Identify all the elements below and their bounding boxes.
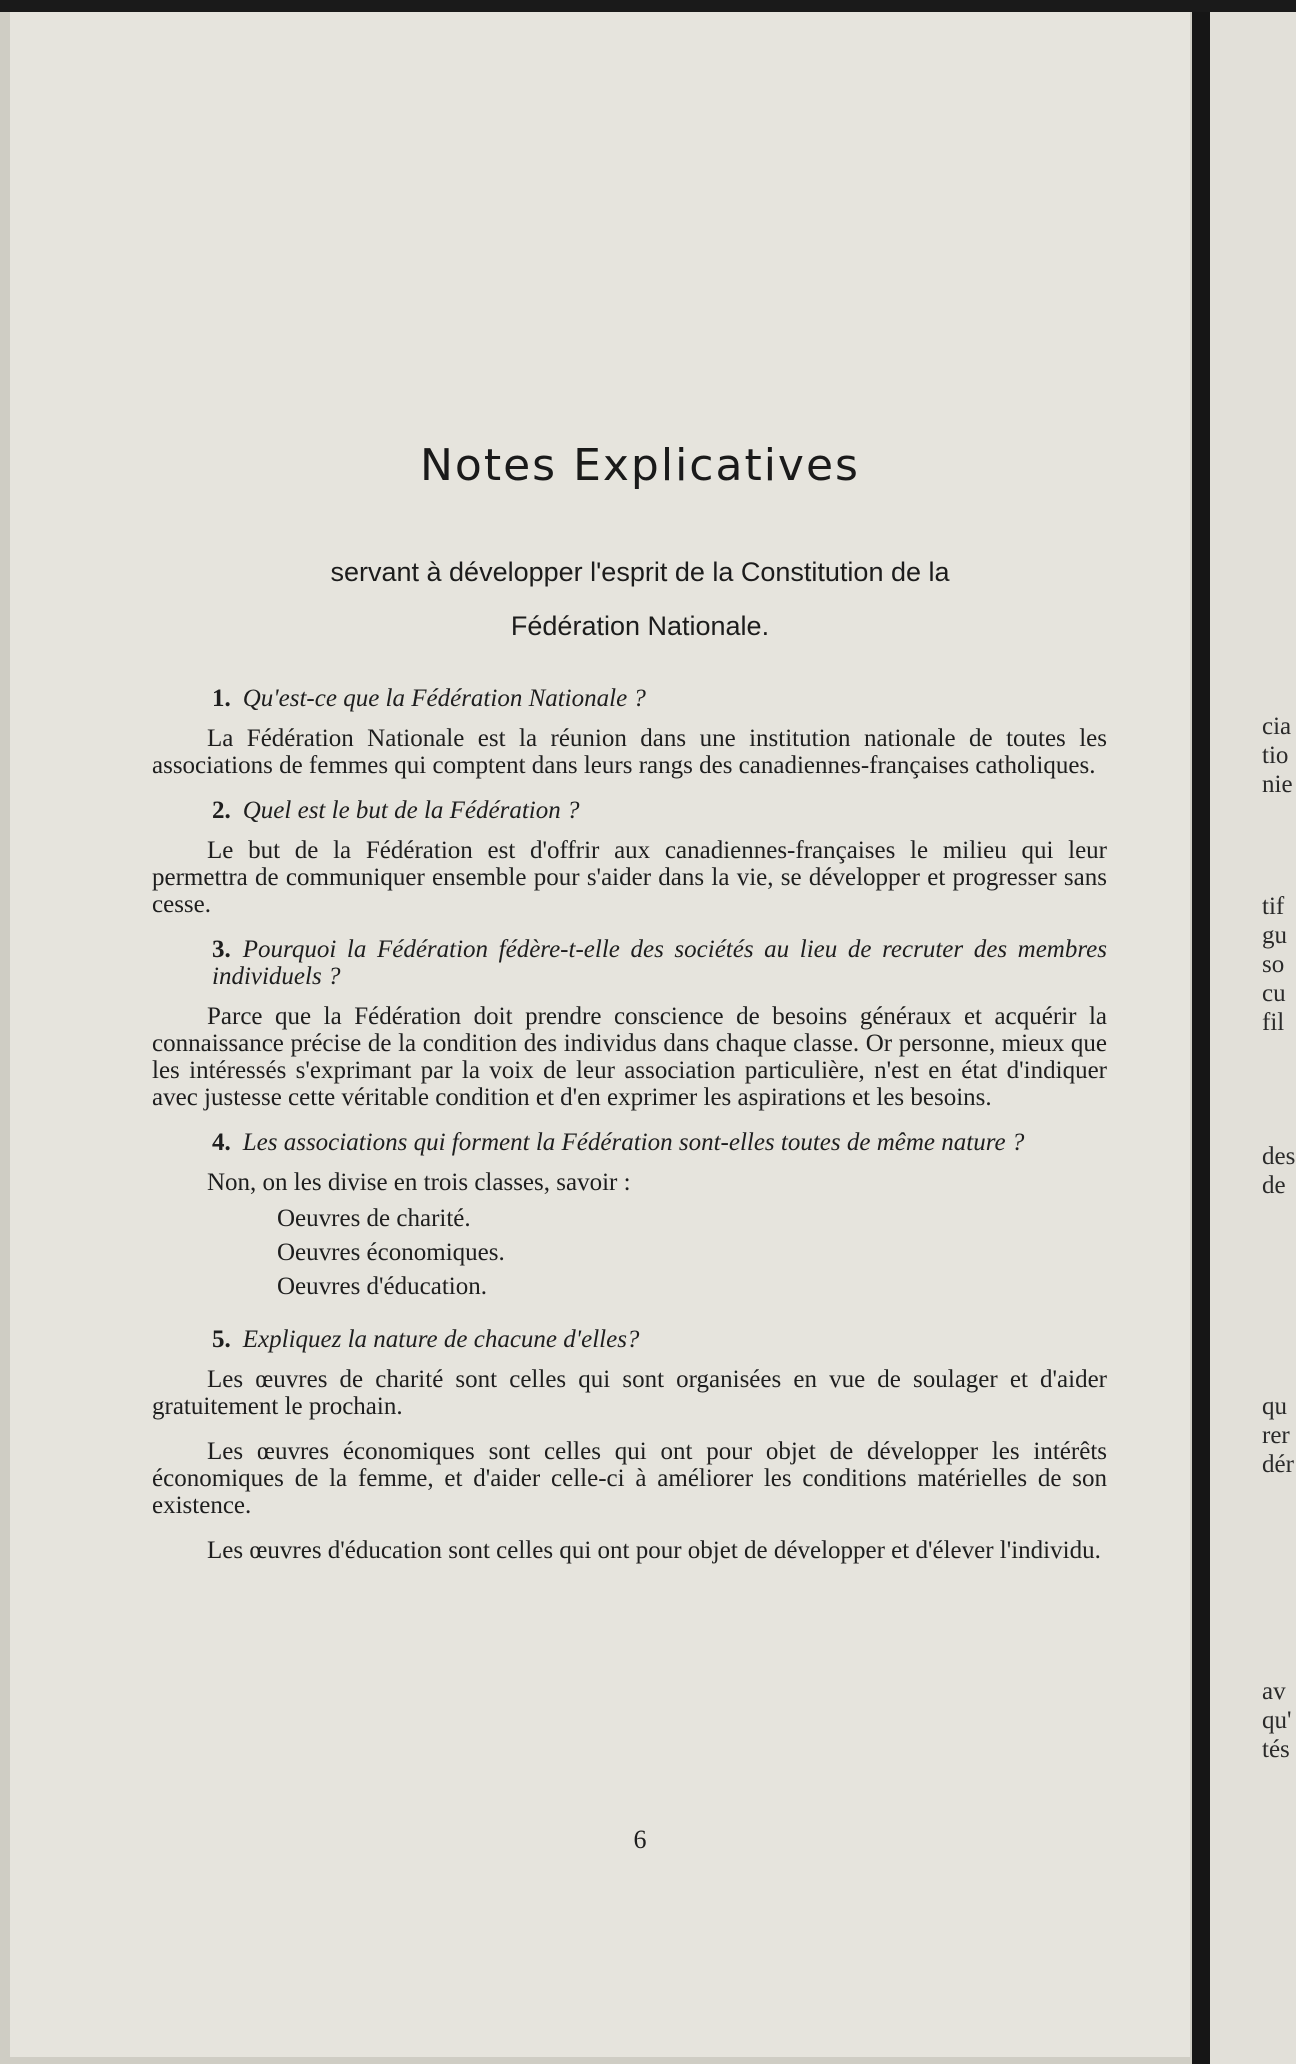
text-fragment: tio <box>1262 742 1289 769</box>
page-number: 6 <box>633 1825 647 1854</box>
fragment-group <box>1262 1392 1294 1479</box>
text-fragment: cia <box>1262 713 1292 740</box>
answer-5c: Les œuvres d'éducation sont celles qui ont pour objet de développer et d'élever l'individu. <box>207 1537 1101 1564</box>
list-item: Oeuvres économiques. <box>277 1239 505 1266</box>
question-number: 3. <box>212 936 231 963</box>
question-4 <box>152 1129 1107 1156</box>
scan-top-edge <box>0 0 1296 12</box>
fragment-group <box>1262 1677 1292 1764</box>
page-title: Notes Explicatives <box>420 440 860 491</box>
question-text: Quel est le but de la Fédération ? <box>242 797 580 824</box>
fragment-group <box>1262 1142 1295 1200</box>
question-number: 1. <box>212 685 231 712</box>
text-fragment: qu' <box>1262 1707 1292 1734</box>
notes-body <box>152 685 1107 1582</box>
question-text: Les associations qui forment la Fédération sont-elles toutes de même nature ? <box>242 1129 1025 1156</box>
fragment-group <box>1262 892 1287 1037</box>
answer-1: La Fédération Nationale est la réunion dans une institution nationale de toutes les associations de femmes qui comptent dans leurs rangs des canadiennes-françaises catholiques. <box>152 725 1107 779</box>
answer-5b: Les œuvres économiques sont celles qui ont pour objet de développer les intérêts économiques de la femme, et d'aider celle-ci à améliorer les conditions matérielles de son existence. <box>152 1438 1107 1519</box>
answer-4: Non, on les divise en trois classes, savoir : <box>207 1169 631 1196</box>
subtitle-line-2: Fédération Nationale. <box>510 611 770 641</box>
question-3 <box>152 936 1107 990</box>
text-fragment: av <box>1262 1678 1286 1705</box>
fragment-group <box>1262 712 1293 799</box>
answer-2: Le but de la Fédération est d'offrir aux canadiennes-françaises le milieu qui leur permettra de communiquer ensemble pour s'aider dans la vie, se développer et progresser sans cesse. <box>152 837 1107 918</box>
question-number: 2. <box>212 797 231 824</box>
text-fragment: so <box>1262 951 1285 978</box>
list-item: Oeuvres d'éducation. <box>277 1273 487 1300</box>
question-number: 4. <box>212 1129 231 1156</box>
text-fragment: nie <box>1262 771 1293 798</box>
text-fragment: tés <box>1262 1736 1290 1763</box>
text-fragment: qu <box>1262 1393 1287 1420</box>
question-text: Pourquoi la Fédération fédère-t-elle des sociétés au lieu de recruter des membres individuels ? <box>212 936 1107 990</box>
question-number: 5. <box>212 1326 231 1353</box>
text-fragment: fil <box>1262 1009 1285 1036</box>
subtitle-line-1: servant à développer l'esprit de la Constitution de la <box>330 557 950 587</box>
classes-list <box>277 1202 1107 1304</box>
next-page-edge <box>1210 12 1296 2064</box>
text-fragment: de <box>1262 1172 1286 1199</box>
question-5 <box>152 1326 1107 1353</box>
text-fragment: dér <box>1262 1451 1294 1478</box>
book-gutter <box>1192 12 1210 2064</box>
question-text: Expliquez la nature de chacune d'elles? <box>242 1326 640 1353</box>
answer-3: Parce que la Fédération doit prendre conscience de besoins généraux et acquérir la connaissance précise de la condition des individus dans chaque classe. Or personne, mieux que les intéressés s'exprimant par la voix de leur association particulière, n'est en état d'indiquer avec justesse cette véritable condition et d'en exprimer les aspirations et les besoins. <box>152 1003 1107 1111</box>
list-item: Oeuvres de charité. <box>277 1205 471 1232</box>
text-fragment: tif <box>1262 893 1285 920</box>
answer-5a: Les œuvres de charité sont celles qui sont organisées en vue de soulager et d'aider gratuitement le prochain. <box>152 1366 1107 1420</box>
text-fragment: des <box>1262 1143 1296 1170</box>
question-1 <box>152 685 1107 712</box>
text-fragment: gu <box>1262 922 1287 949</box>
question-2 <box>152 797 1107 824</box>
page-subtitle <box>0 545 1280 653</box>
text-fragment: cu <box>1262 980 1286 1007</box>
text-fragment: rer <box>1262 1422 1290 1449</box>
question-text: Qu'est-ce que la Fédération Nationale ? <box>242 685 646 712</box>
